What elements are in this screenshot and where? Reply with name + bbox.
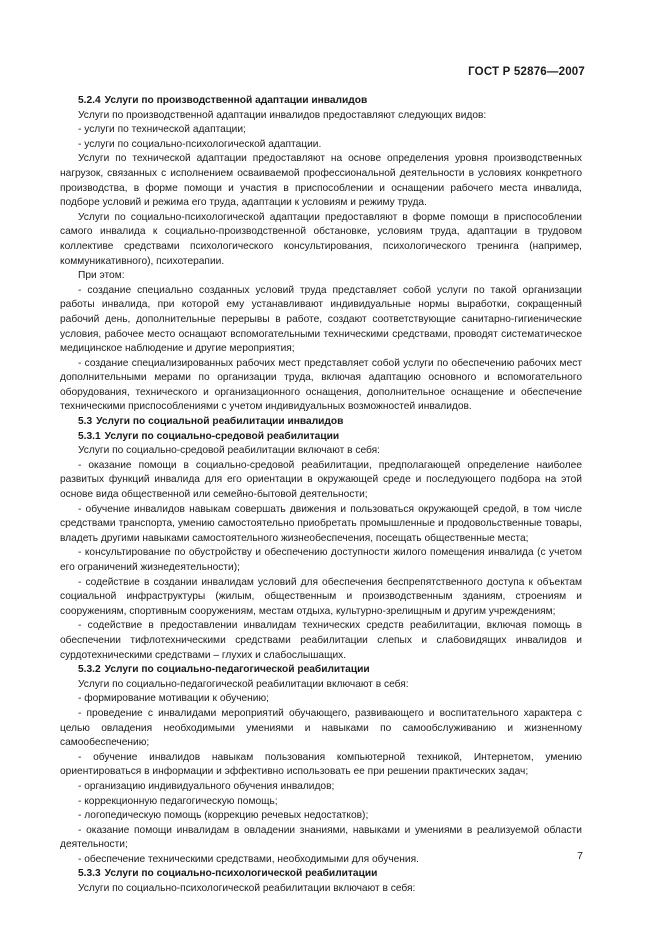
- paragraph: Услуги по социально-средовой реабилитации включают в себя:: [78, 445, 380, 457]
- document-header-code: ГОСТ Р 52876—2007: [468, 66, 585, 78]
- paragraph: - создание специально созданных условий труда представляет собой услуги по такой организации работы инвалида, при которой ему устанавливают индивидуальные нормы выработки, сокращенный рабочий день, дополнительные перерывы в работе, создают соответствующие санитарно-гигиенические условия, рабочее место оснащают вспомогательными техническими средствами, проводят систематическое медицинское наблюдение и другие мероприятия;: [60, 284, 582, 355]
- paragraph: Услуги по социально-психологической реабилитации включают в себя:: [78, 883, 416, 895]
- paragraph: - услуги по технической адаптации;: [78, 124, 246, 136]
- document-body: [60, 94, 582, 897]
- paragraph: - организацию индивидуального обучения инвалидов;: [78, 780, 335, 792]
- paragraph: Услуги по социально-педагогической реабилитации включают в себя:: [78, 678, 409, 690]
- paragraph: - оказание помощи в социально-средовой реабилитации, предполагающей определение наиболее развитых функций инвалида для его ориентации в окружающей среде и последующего подбора на этой основе вида общественной или семейно-бытовой деятельности;: [60, 459, 582, 501]
- section-title: Услуги по социально-педагогической реабилитации: [104, 664, 370, 676]
- section-heading: [60, 430, 582, 445]
- section-number: 5.2.4: [78, 95, 101, 106]
- paragraph: - создание специализированных рабочих мест представляет собой услуги по обеспечению рабочих мест дополнительными мерами по организации труда, включая адаптацию основного и вспомогательного оборудования, технического и организационного оснащения, дополнительное оснащение и обеспечение техническими приспособлениями с учетом индивидуальных возможностей инвалидов.: [60, 357, 582, 413]
- paragraph: - коррекционную педагогическую помощь;: [78, 795, 278, 807]
- section-heading: [60, 415, 582, 430]
- paragraph: - услуги по социально-психологической адаптации.: [78, 138, 322, 150]
- paragraph: При этом:: [78, 270, 125, 282]
- section-title: Услуги по социальной реабилитации инвалидов: [96, 416, 344, 428]
- section-heading: [60, 663, 582, 678]
- paragraph: - обеспечение техническими средствами, необходимыми для обучения.: [78, 853, 419, 865]
- page-number: 7: [577, 850, 583, 862]
- paragraph: - содействие в предоставлении инвалидам технических средств реабилитации, включая помощь в обеспечении тифлотехническими средствами реабилитации слепых и слабовидящих инвалидов и сурдотехническими средствами – глухих и слабослышащих.: [60, 620, 582, 661]
- section-number: 5.3.2: [78, 664, 101, 676]
- section-title: Услуги по социально-средовой реабилитации: [104, 430, 340, 442]
- section-title: Услуги по производственной адаптации инвалидов: [104, 95, 368, 106]
- paragraph: Услуги по социально-психологической адаптации предоставляют в форме помощи в приспособлении самого инвалида к социально-производственной обстановке, условиям труда, адаптации в трудовом коллективе средствами психологического консультирования, психологического тренинга (например, коммуникативного), психотерапии.: [60, 211, 582, 267]
- paragraph: - проведение с инвалидами мероприятий обучающего, развивающего и воспитательного характера с целью овладения необходимыми умениями и навыками по самообслуживанию и жизненному самообеспечению;: [60, 707, 582, 749]
- section-heading: [60, 867, 582, 882]
- paragraph: - оказание помощи инвалидам в овладении знаниями, навыками и умениями в реализуемой области деятельности;: [60, 824, 582, 851]
- paragraph: - обучение инвалидов навыкам пользования компьютерной техникой, Интернетом, умению ориентироваться в информации и эффективно использовать ее при решении практических задач;: [60, 751, 582, 778]
- paragraph: - логопедическую помощь (коррекцию речевых недостатков);: [78, 810, 369, 822]
- paragraph: Услуги по технической адаптации предоставляют на основе определения уровня производственных нагрузок, связанных с исполнением осваиваемой профессиональной деятельности в условиях конкретного производства, в форме помощи и участия в приспособлении и оснащении рабочего места инвалида, подборе условий и режима его труда, адаптации к условиям и режиму труда.: [60, 153, 582, 209]
- section-heading: [60, 94, 582, 109]
- paragraph: Услуги по производственной адаптации инвалидов предоставляют следующих видов:: [78, 109, 487, 121]
- section-number: 5.3.3: [78, 868, 101, 880]
- section-number: 5.3.1: [78, 430, 101, 442]
- paragraph: - формирование мотивации к обучению;: [78, 693, 269, 705]
- paragraph: - содействие в создании инвалидам условий для обеспечения беспрепятственного доступа к объектам социальной инфраструктуры (жилым, общественным и производственным зданиям, строениям и сооружениям, спортивным сооружениям, местам отдыха, культурно-зрелищным и другим учреждениям;: [60, 576, 582, 617]
- paragraph: - консультирование по обустройству и обеспечению доступности жилого помещения инвалида (с учетом его ограничений жизнедеятельности);: [60, 547, 582, 573]
- paragraph: - обучение инвалидов навыкам совершать движения и пользоваться окружающей средой, в том числе средствами транспорта, умению самостоятельно приобретать промышленные и продовольственные товары, владеть другими навыками самостоятельного жизнеобеспечения, посещать общественные места;: [60, 503, 582, 544]
- section-number: 5.3: [78, 416, 93, 428]
- section-title: Услуги по социально-психологической реабилитации: [104, 868, 378, 880]
